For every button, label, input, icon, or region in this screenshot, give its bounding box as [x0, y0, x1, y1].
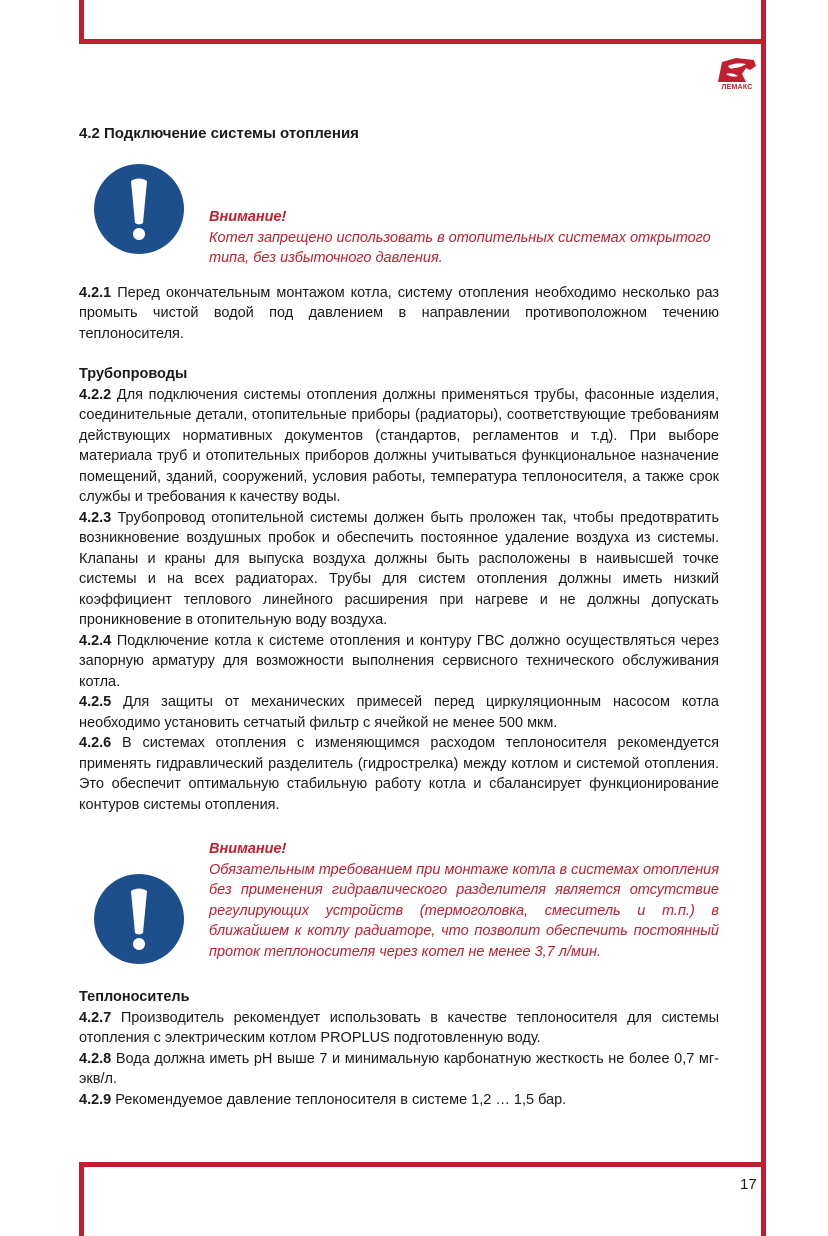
- paragraph-4-2-7: [79, 1008, 719, 1049]
- page-content: [79, 125, 719, 1110]
- paragraph-4-2-3: [79, 508, 719, 631]
- paragraph-4-2-6: [79, 733, 719, 815]
- page-frame-bottom: [79, 1162, 766, 1236]
- clause-text: Трубопровод отопительной системы должен быть проложен так, чтобы предотвратить возникновение воздушных пробок и обеспечить постоянное удаление воздуха из системы. Клапаны и краны для выпуска воздуха должны быть расположены в наивысшей точке системы и на всех радиаторах. Трубы для систем отопления должны иметь низкий коэффициент теплового линейного расширения при нагреве и не должны допускать проникновение в отопительную воду воздуха.: [79, 509, 719, 628]
- clause-text: Для защиты от механических примесей перед циркуляционным насосом котла необходимо установить сетчатый фильтр с ячейкой не менее 500 мкм.: [79, 694, 719, 731]
- page-frame-right: [761, 40, 766, 1165]
- clause-number: 4.2.5: [79, 694, 112, 710]
- warning-block-2: [79, 839, 719, 965]
- page-number: 17: [740, 1176, 757, 1193]
- warning-block-1: [79, 163, 719, 269]
- warning-body: Обязательным требованием при монтаже котла в системах отопления без применения гидравлического разделителя является отсутствие регулирующих устройств (термоголовка, смеситель и т.п.) в ближайшем к котлу радиаторе, что позволит обеспечить постоянный проток теплоносителя через котел не менее 3,7 л/мин.: [209, 861, 719, 960]
- paragraph-4-2-8: [79, 1049, 719, 1090]
- exclamation-icon: [93, 873, 185, 965]
- clause-text: Подключение котла к системе отопления и контуру ГВС должно осуществляться через запорную арматуру для возможности выполнения сервисного технического обслуживания котла.: [79, 632, 719, 690]
- warning-text-2: [209, 839, 719, 962]
- subheading-pipes: Трубопроводы: [79, 366, 188, 382]
- clause-text: Рекомендуемое давление теплоносителя в системе 1,2 … 1,5 бар.: [111, 1091, 567, 1108]
- clause-number: 4.2.1: [79, 284, 112, 301]
- clause-number: 4.2.4: [79, 632, 112, 649]
- section-title: 4.2 Подключение системы отопления: [79, 125, 359, 142]
- clause-number: 4.2.7: [79, 1009, 112, 1026]
- exclamation-icon: [93, 163, 185, 255]
- clause-number: 4.2.8: [79, 1050, 112, 1067]
- clause-text: Для подключения системы отопления должны применяться трубы, фасонные изделия, соединительные детали, отопительные приборы (радиаторы), соответствующие требованиям действующих нормативных документов (стандартов, регламентов и т.д). При выборе материала труб и отопительных приборов должны учитываться функциональное назначение помещений, зданий, сооружений, условия работы, температура теплоносителя, а также срок службы и требования к качеству воды.: [79, 386, 719, 505]
- warning-text-1: [209, 207, 719, 269]
- clause-text: Перед окончательным монтажом котла, систему отопления необходимо несколько раз промыть чистой водой под давлением в направлении противоположном течению теплоносителя.: [79, 284, 719, 342]
- warning-title: Внимание!: [209, 209, 287, 225]
- clause-number: 4.2.9: [79, 1091, 112, 1108]
- lemax-logo: [716, 56, 758, 94]
- paragraph-4-2-2: [79, 385, 719, 508]
- page-frame-top: [79, 0, 766, 44]
- subheading-coolant: Теплоноситель: [79, 989, 190, 1005]
- paragraph-4-2-9: [79, 1090, 719, 1111]
- paragraph-4-2-5: [79, 692, 719, 733]
- paragraph-4-2-4: [79, 631, 719, 693]
- warning-title: Внимание!: [209, 841, 287, 857]
- paragraph-4-2-1: [79, 283, 719, 345]
- warning-body: Котел запрещено использовать в отопительных системах открытого типа, без избыточного давления.: [209, 229, 711, 266]
- clause-text: В системах отопления с изменяющимся расходом теплоносителя рекомендуется применять гидравлический разделитель (гидрострелка) между котлом и системой отопления. Это обеспечит оптимальную стабильную работу котла и сбалансирует функционирование контуров системы отопления.: [79, 735, 719, 813]
- horse-logo-icon: [716, 56, 758, 84]
- clause-number: 4.2.6: [79, 735, 112, 751]
- clause-number: 4.2.3: [79, 509, 112, 526]
- logo-text: ЛЕМАКС: [721, 84, 753, 91]
- clause-text: Производитель рекомендует использовать в качестве теплоносителя для системы отопления с электрическим котлом PROPLUS подготовленную воду.: [79, 1009, 719, 1046]
- clause-text: Вода должна иметь pH выше 7 и минимальную карбонатную жесткость не более 0,7 мг-экв/л.: [79, 1050, 719, 1087]
- clause-number: 4.2.2: [79, 386, 112, 403]
